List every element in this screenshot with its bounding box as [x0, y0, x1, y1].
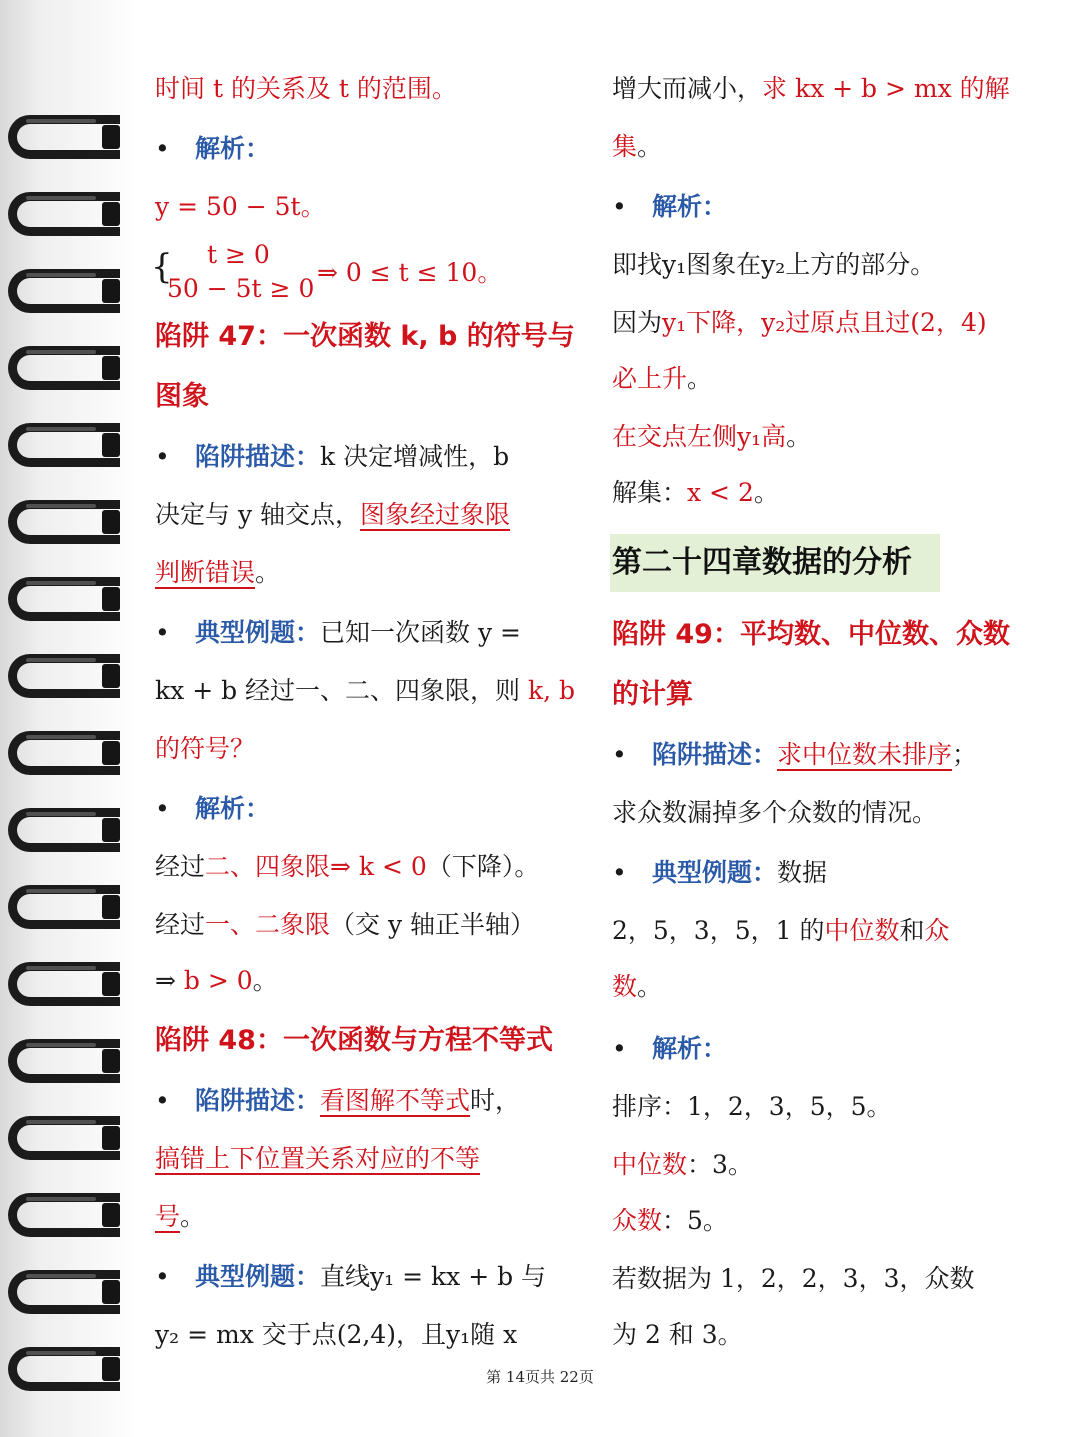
highlight-span: 集 [612, 132, 638, 161]
bullet-dot: • [155, 1086, 170, 1115]
text-span: 经过 [155, 910, 206, 939]
text-line [612, 306, 987, 340]
binding-ring [8, 346, 120, 390]
bullet-dot: • [155, 794, 170, 823]
text-span: 因为 [612, 308, 663, 337]
highlight-span: 求中位数未排序 [777, 740, 953, 769]
text-span: 。 [252, 966, 278, 995]
text-line [612, 72, 1010, 106]
trap-48-example [155, 1260, 546, 1294]
text-line [612, 130, 662, 164]
brace-symbol: { [151, 247, 173, 287]
text-line: 排序：1，2，3，5，5。 [612, 1092, 892, 1121]
system-result: ⇒ 0 ≤ t ≤ 10。 [317, 258, 503, 287]
analysis-label: 解析： [652, 1034, 728, 1063]
trap-49-heading: 陷阱 49：平均数、中位数、众数 [612, 619, 1010, 650]
description-label: 陷阱描述： [652, 740, 778, 769]
text-span: 直线y₁ = kx + b 与 [320, 1262, 547, 1291]
text-span: ：3。 [687, 1150, 753, 1179]
analysis-bullet [155, 792, 270, 826]
highlight-span: 号 [155, 1202, 181, 1231]
text-line [155, 850, 539, 884]
highlight-span: 判断错误 [155, 558, 256, 587]
text-line [155, 1200, 205, 1234]
highlight-span: 一、二象限 [205, 910, 331, 939]
text-line [155, 908, 535, 942]
highlight-span: 众数 [612, 1206, 663, 1235]
description-label: 陷阱描述： [195, 1086, 321, 1115]
text-line [155, 674, 575, 708]
binding-ring [8, 1039, 120, 1083]
text-line [612, 420, 811, 454]
text-span: （下降）。 [426, 852, 540, 881]
text-span: 。 [255, 558, 281, 587]
highlight-span: 必上升 [612, 364, 688, 393]
text-span: k 决定增减性，b [320, 442, 510, 471]
trap-47-heading-cont: 图象 [155, 381, 209, 412]
bullet-dot: • [155, 1262, 170, 1291]
example-label: 典型例题： [195, 1262, 321, 1291]
binding-ring [8, 577, 120, 621]
highlight-span: b > 0 [183, 966, 253, 995]
text-span: 2，5，3，5，1 的 [612, 916, 825, 945]
highlight-span: 图象经过象限 [360, 500, 511, 529]
example-label: 典型例题： [195, 618, 321, 647]
text-line: y₂ = mx 交于点(2,4)，且y₁随 x [155, 1320, 518, 1349]
text-line [612, 1148, 753, 1182]
text-line [155, 498, 510, 532]
description-label: 陷阱描述： [195, 442, 321, 471]
analysis-bullet [155, 132, 270, 166]
text-span: 决定与 y 轴交点， [155, 500, 361, 529]
text-line: 若数据为 1，2，2，3，3，众数 [612, 1264, 975, 1293]
page-footer: 第 14页共 22页 [486, 1368, 594, 1386]
text-line [612, 914, 950, 948]
highlight-line: 搞错上下位置关系对应的不等 [155, 1144, 481, 1173]
text-line [155, 556, 280, 590]
analysis-bullet [612, 1032, 727, 1066]
trap-49-description [612, 738, 977, 772]
highlight-span: 中位数 [824, 916, 900, 945]
equation-line: y = 50 − 5t。 [155, 192, 326, 221]
text-span: 。 [637, 972, 663, 1001]
text-span: 数据 [777, 858, 828, 887]
binding-ring [8, 731, 120, 775]
text-span: 。 [786, 422, 812, 451]
binding-ring [8, 269, 120, 313]
trap-47-heading: 陷阱 47：一次函数 k, b 的符号与 [155, 321, 575, 352]
text-span: 。 [637, 132, 663, 161]
trap-47-description [155, 440, 509, 474]
analysis-label: 解析： [652, 192, 728, 221]
example-label: 典型例题： [652, 858, 778, 887]
analysis-label: 解析： [195, 134, 271, 163]
text-span: 经过 [155, 852, 206, 881]
text-line: 即找y₁图象在y₂上方的部分。 [612, 250, 936, 279]
text-line [612, 970, 662, 1004]
text-span: ； [952, 740, 978, 769]
text-span: 和 [899, 916, 925, 945]
analysis-label: 解析： [195, 794, 271, 823]
bullet-dot: • [612, 740, 627, 769]
highlight-span: 在交点左侧y₁高 [612, 422, 787, 451]
system-bottom: 50 − 5t ≥ 0 [167, 274, 315, 303]
binding-ring [8, 962, 120, 1006]
highlight-span: 求 kx + b > mx 的解 [762, 74, 1010, 103]
bullet-dot: • [155, 618, 170, 647]
text-line: 的符号？ [155, 734, 256, 763]
text-line [155, 964, 278, 998]
text-line [612, 1204, 728, 1238]
binding-ring [8, 1116, 120, 1160]
binding-ring [8, 808, 120, 852]
text-line: 为 2 和 3。 [612, 1320, 743, 1349]
trap-49-heading-cont: 的计算 [612, 679, 693, 710]
bullet-dot: • [612, 1034, 627, 1063]
trap-48-heading: 陷阱 48：一次函数与方程不等式 [155, 1025, 553, 1056]
binding-ring [8, 885, 120, 929]
trap-47-example [155, 616, 521, 650]
text-line [612, 362, 712, 396]
text-span: 。 [180, 1202, 206, 1231]
bullet-dot: • [155, 134, 170, 163]
text-span: ⇒ [155, 966, 184, 995]
text-span: 解集： [612, 478, 688, 507]
text-span: ：5。 [662, 1206, 728, 1235]
bullet-dot: • [612, 192, 627, 221]
text-line [612, 476, 779, 510]
highlight-span: k, b [528, 676, 576, 705]
text-span: 。 [687, 364, 713, 393]
highlight-span: y₁下降，y₂过原点且过(2，4) [662, 308, 987, 337]
binding-ring [8, 1193, 120, 1237]
trap-49-example [612, 856, 827, 890]
bullet-dot: • [155, 442, 170, 471]
highlight-span: 看图解不等式 [320, 1086, 471, 1115]
text-span: 已知一次函数 y = [320, 618, 521, 647]
text-line: 时间 t 的关系及 t 的范围。 [155, 74, 457, 103]
text-span: （交 y 轴正半轴） [330, 910, 536, 939]
binding-ring [8, 192, 120, 236]
text-span: 。 [753, 478, 779, 507]
spiral-binding [0, 0, 140, 1437]
highlight-span: 数 [612, 972, 638, 1001]
bullet-dot: • [612, 858, 627, 887]
highlight-span: 众 [924, 916, 950, 945]
binding-ring [8, 1270, 120, 1314]
text-span: 增大而减小， [612, 74, 763, 103]
binding-ring [8, 654, 120, 698]
binding-ring [8, 423, 120, 467]
highlight-span: x < 2 [687, 478, 754, 507]
system-top: t ≥ 0 [207, 240, 270, 269]
highlight-span: 二、四象限⇒ k < 0 [205, 852, 427, 881]
chapter-title: 第二十四章数据的分析 [610, 534, 940, 592]
text-span: kx + b 经过一、二、四象限，则 [155, 676, 528, 705]
highlight-span: 中位数 [612, 1150, 688, 1179]
text-span: 时， [470, 1086, 521, 1115]
analysis-bullet [612, 190, 727, 224]
text-line: 求众数漏掉多个众数的情况。 [612, 798, 938, 827]
binding-ring [8, 500, 120, 544]
binding-ring [8, 115, 120, 159]
trap-48-description [155, 1084, 520, 1118]
